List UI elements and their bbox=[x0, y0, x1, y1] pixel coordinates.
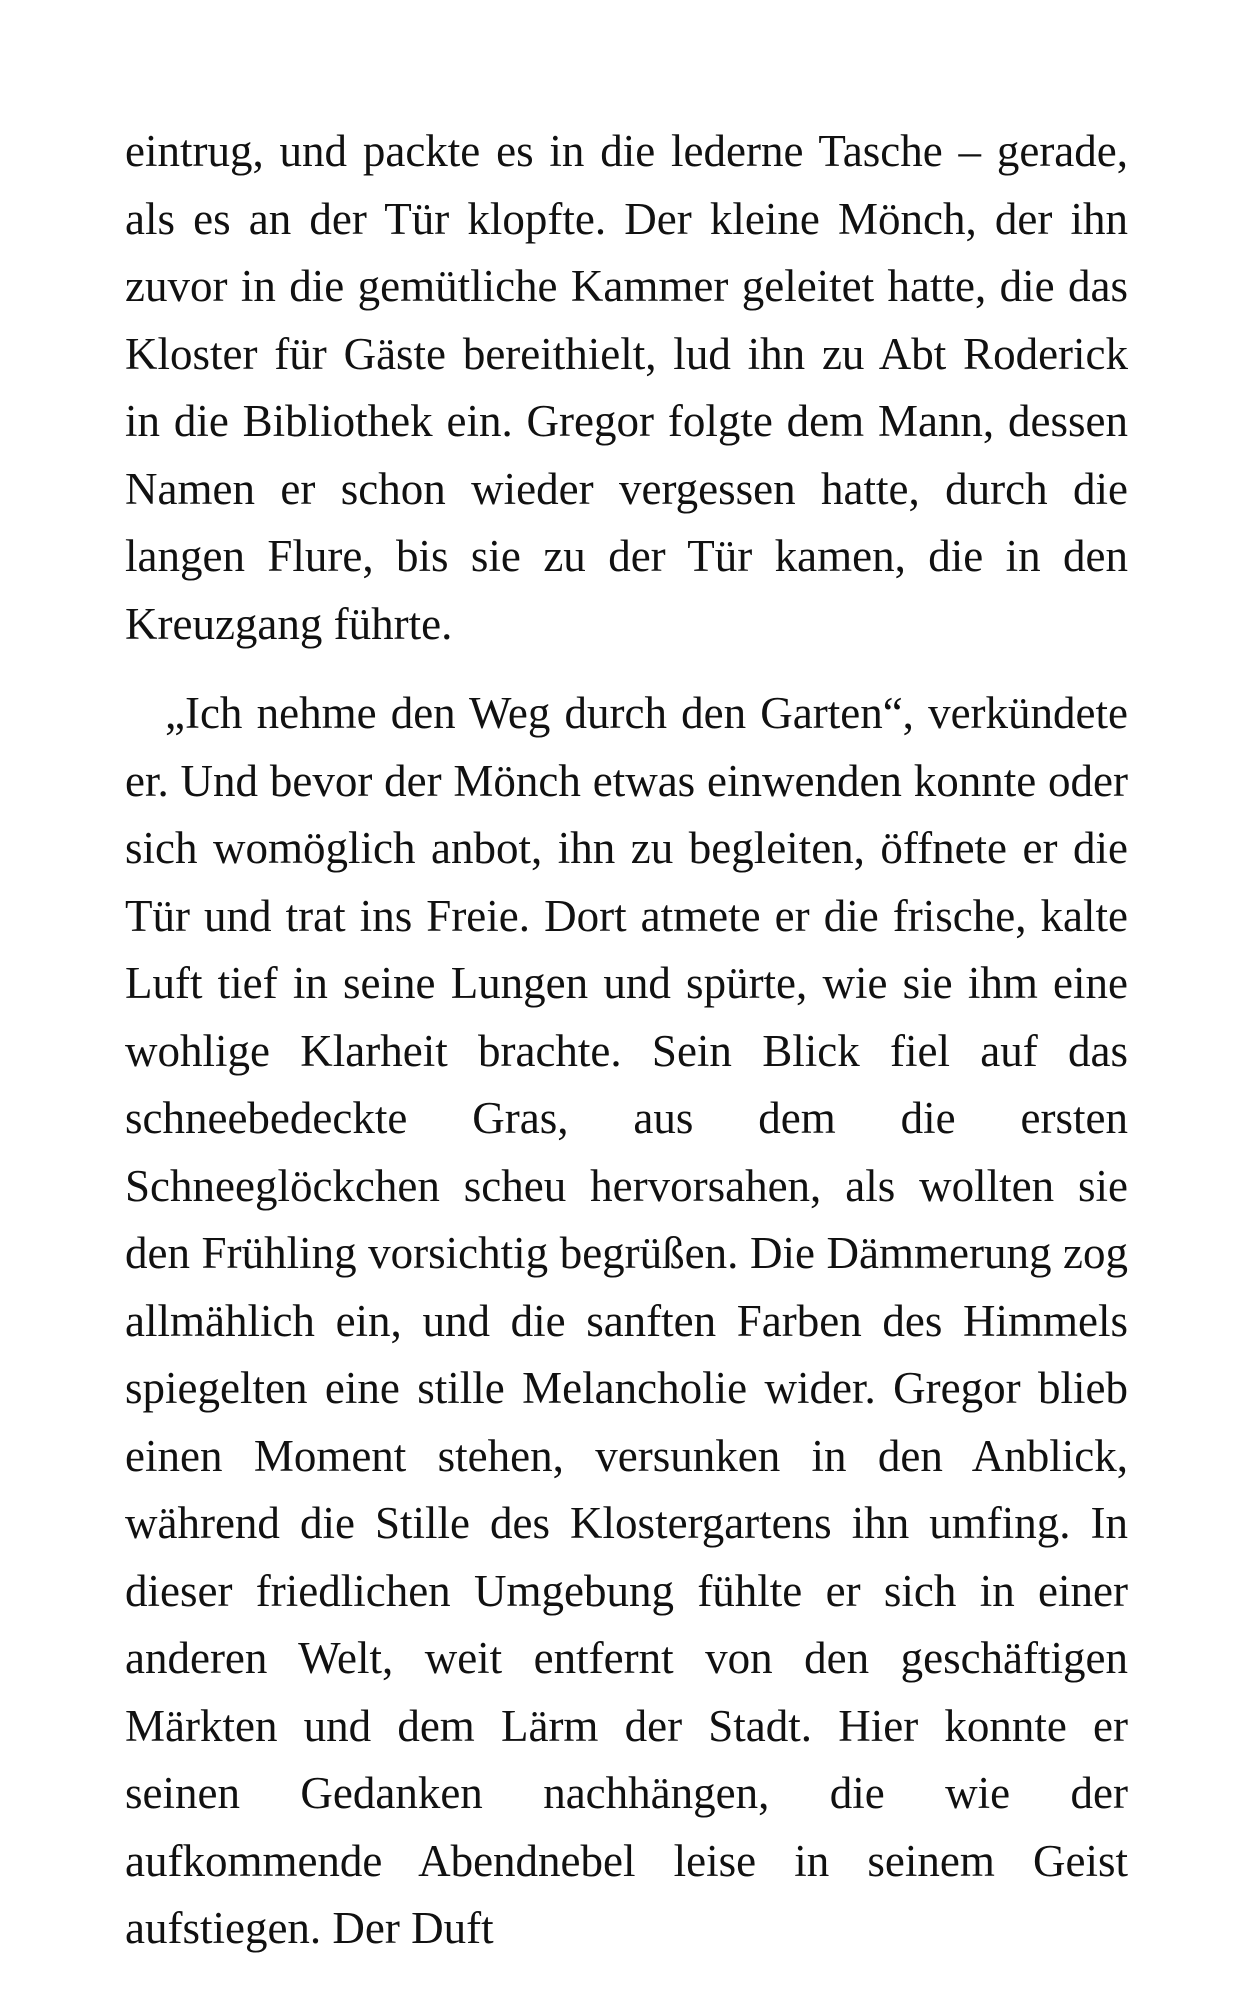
paragraph-2: „Ich nehme den Weg durch den Garten“, verkündete er. Und bevor der Mönch etwas einwenden konnte oder sich womöglich anbot, ihn zu begleiten, öffnete er die Tür und trat ins Freie. Dort atmete er die frische, kalte Luft tief in seine Lungen und spürte, wie sie ihm eine wohlige Klarheit brachte. Sein Blick fiel auf das schneebedeckte Gras, aus dem die ersten Schneeglöckchen scheu hervorsahen, als wollten sie den Frühling vorsichtig begrüßen. Die Dämmerung zog allmählich ein, und die sanften Farben des Himmels spiegelten eine stille Melancholie wider. Gregor blieb einen Moment stehen, versunken in den Anblick, während die Stille des Klostergartens ihn umfing. In dieser friedlichen Umgebung fühlte er sich in einer anderen Welt, weit entfernt von den geschäftigen Märkten und dem Lärm der Stadt. Hier konnte er seinen Gedanken nachhängen, die wie der aufkommende Abendnebel leise in seinem Geist aufstiegen. Der Duft bbox=[125, 688, 1128, 1953]
paragraph-1: eintrug, und packte es in die lederne Tasche – gerade, als es an der Tür klopfte. Der kleine Mönch, der ihn zuvor in die gemütliche Kammer geleitet hatte, die das Kloster für Gäste bereithielt, lud ihn zu Abt Roderick in die Bibliothek ein. Gregor folgte dem Mann, dessen Namen er schon wieder vergessen hatte, durch die langen Flure, bis sie zu der Tür kamen, die in den Kreuzgang führte. bbox=[125, 126, 1128, 649]
book-page bbox=[125, 118, 1128, 1963]
